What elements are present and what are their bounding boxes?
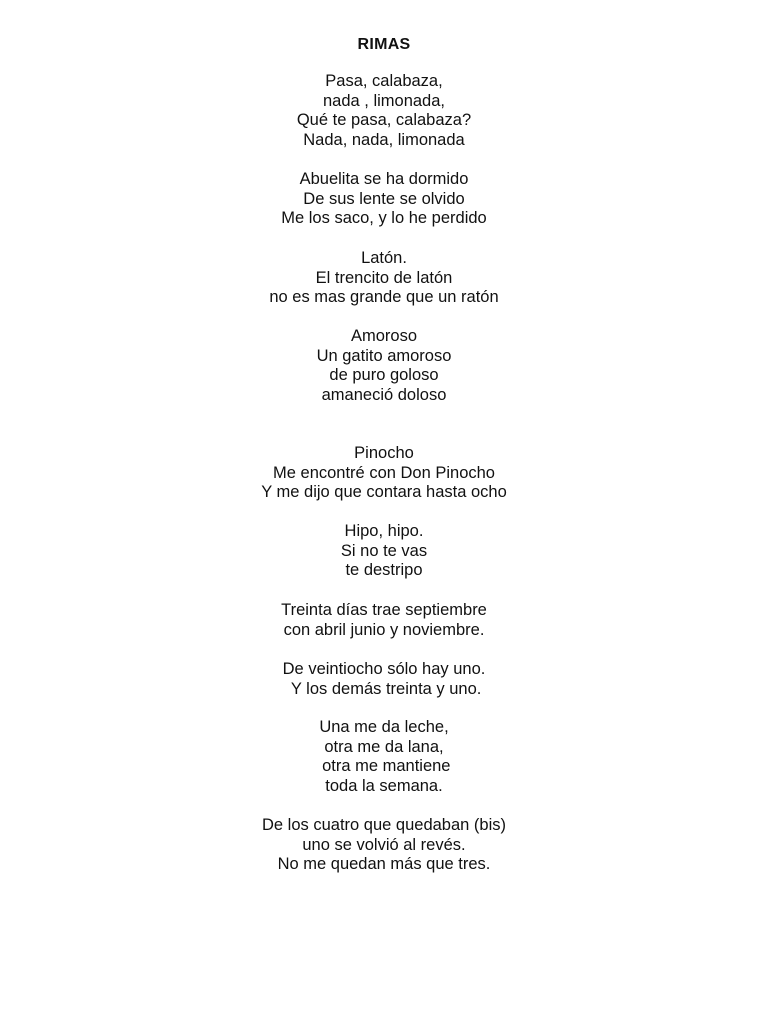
poem-line: toda la semana. [325, 776, 443, 795]
poem-line: Un gatito amoroso [316, 346, 452, 365]
poem-line: Latón. [361, 249, 407, 267]
poem-line: otra me da lana, [324, 737, 444, 756]
poem-line: De sus lente se olvido [303, 189, 465, 208]
poem-line: otra me mantiene [317, 757, 451, 776]
stanza-cuatro-que-quedaban [0, 816, 768, 875]
poem-line: Y los demás treinta y uno. [286, 679, 482, 698]
document-title: RIMAS [357, 36, 411, 53]
poem-line: Abuelita se ha dormido [299, 170, 469, 188]
poem-line: Me encontré con Don Pinocho [273, 463, 495, 482]
poem-line: Hipo, hipo. [344, 522, 424, 540]
stanza-pinocho [0, 444, 768, 503]
poem-line: Pasa, calabaza, [325, 72, 443, 90]
poem-line: Si no te vas [340, 541, 428, 560]
stanza-veintiocho [0, 660, 768, 699]
poem-line: Amoroso [350, 327, 418, 345]
stanza-laton [0, 249, 768, 308]
poem-line: con abril junio y noviembre. [283, 620, 485, 639]
poem-line: Qué te pasa, calabaza? [296, 111, 472, 130]
poem-line: Y me dijo que contara hasta ocho [261, 483, 507, 502]
stanza-calabaza [0, 72, 768, 150]
poem-line: nada , limonada, [322, 91, 445, 110]
poem-line: No me quedan más que tres. [277, 855, 491, 874]
poem-line: Treinta días trae septiembre [281, 601, 487, 619]
poem-line: amaneció doloso [321, 385, 447, 404]
poem-line: Una me da leche, [319, 718, 449, 736]
stanza-hipo [0, 522, 768, 581]
poem-line: De los cuatro que quedaban (bis) [262, 816, 506, 834]
poem-line: Nada, nada, limonada [303, 130, 465, 149]
poem-line: De veintiocho sólo hay uno. [282, 660, 486, 678]
poem-line: El trencito de latón [315, 268, 453, 287]
poem-line: uno se volvió al revés. [302, 835, 466, 854]
poem-line: Pinocho [354, 444, 414, 462]
stanza-una-me-da-leche [0, 718, 768, 796]
stanza-abuelita [0, 170, 768, 229]
poem-line: te destripo [345, 561, 423, 580]
stanza-treinta-dias [0, 601, 768, 640]
poem-line: de puro goloso [329, 366, 439, 385]
stanza-amoroso [0, 327, 768, 405]
poem-line: Me los saco, y lo he perdido [281, 209, 487, 228]
poem-line: no es mas grande que un ratón [269, 288, 499, 307]
